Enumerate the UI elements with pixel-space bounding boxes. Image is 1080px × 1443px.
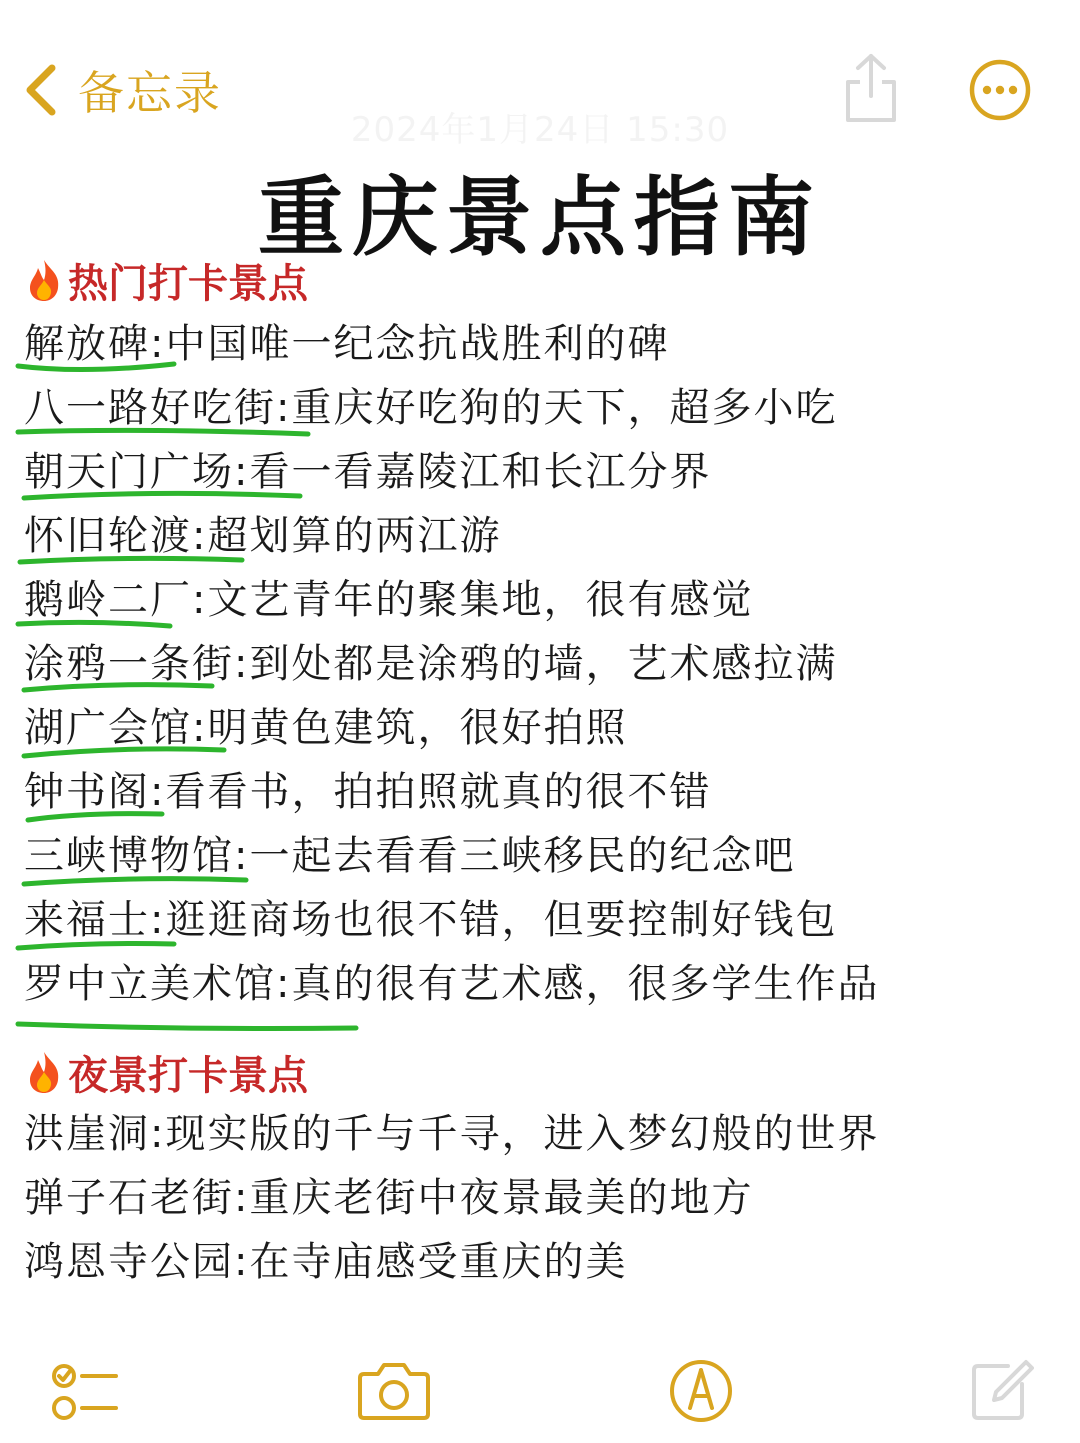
highlighter-underline xyxy=(24,420,324,444)
separator: : xyxy=(276,385,292,431)
place-description: 现实版的千与千寻，进入梦幻般的世界 xyxy=(165,1111,880,1157)
place-description: 在寺庙感受重庆的美 xyxy=(249,1239,628,1285)
separator: : xyxy=(150,897,166,943)
highlighter-underline xyxy=(24,804,174,828)
list-item xyxy=(24,1234,627,1290)
back-label: 备忘录 xyxy=(78,66,222,120)
place-name: 来福士 xyxy=(24,897,150,943)
place-description: 一起去看看三峡移民的纪念吧 xyxy=(249,833,796,879)
list-item xyxy=(24,1106,879,1162)
place-name: 洪崖洞 xyxy=(24,1111,150,1157)
fire-icon xyxy=(24,258,64,302)
fire-icon xyxy=(24,1050,64,1094)
camera-icon[interactable] xyxy=(356,1360,432,1422)
place-description: 明黄色建筑，很好拍照 xyxy=(207,705,628,751)
highlighter-underline xyxy=(24,612,184,636)
separator: : xyxy=(192,705,208,751)
highlighter-underline xyxy=(24,676,224,700)
list-item xyxy=(24,380,837,436)
section-heading-label: 热门打卡景点 xyxy=(68,260,308,307)
separator: : xyxy=(192,513,208,559)
highlighter-underline xyxy=(24,548,254,572)
highlighter-underline xyxy=(24,868,254,892)
highlighter-underline xyxy=(24,354,194,378)
list-item xyxy=(24,444,711,500)
place-name: 八一路好吃街 xyxy=(24,385,276,431)
list-item xyxy=(24,572,753,628)
section-heading-label: 夜景打卡景点 xyxy=(68,1052,308,1099)
place-name: 解放碑 xyxy=(24,321,150,367)
list-item xyxy=(24,636,837,692)
place-name: 三峡博物馆 xyxy=(24,833,234,879)
place-description: 看看书，拍拍照就真的很不错 xyxy=(165,769,712,815)
separator: : xyxy=(234,833,250,879)
list-item xyxy=(24,956,879,1012)
note-title: 重庆景点指南 xyxy=(258,168,822,268)
highlighter-underline xyxy=(24,740,234,764)
list-item xyxy=(24,764,711,820)
separator: : xyxy=(192,577,208,623)
note-timestamp: 2024年1月24日 15:30 xyxy=(350,110,730,150)
section-heading-night xyxy=(24,1046,308,1098)
place-description: 重庆老街中夜景最美的地方 xyxy=(249,1175,754,1221)
place-name: 鹅岭二厂 xyxy=(24,577,192,623)
place-name: 怀旧轮渡 xyxy=(24,513,192,559)
place-name: 鸿恩寺公园 xyxy=(24,1239,234,1285)
place-description: 到处都是涂鸦的墙，艺术感拉满 xyxy=(249,641,838,687)
separator: : xyxy=(234,641,250,687)
list-item xyxy=(24,700,627,756)
place-name: 朝天门广场 xyxy=(24,449,234,495)
place-name: 罗中立美术馆 xyxy=(24,961,276,1007)
place-name: 涂鸦一条街 xyxy=(24,641,234,687)
highlighter-underline xyxy=(24,934,184,958)
place-name: 湖广会馆 xyxy=(24,705,192,751)
separator: : xyxy=(234,1175,250,1221)
place-name: 弹子石老街 xyxy=(24,1175,234,1221)
list-item xyxy=(24,828,795,884)
place-description: 重庆好吃狗的天下，超多小吃 xyxy=(291,385,838,431)
separator: : xyxy=(150,1111,166,1157)
place-description: 看一看嘉陵江和长江分界 xyxy=(249,449,712,495)
separator: : xyxy=(234,1239,250,1285)
separator: : xyxy=(150,321,166,367)
markup-pen-icon[interactable] xyxy=(668,1358,734,1424)
separator: : xyxy=(150,769,166,815)
list-item xyxy=(24,1170,753,1226)
checklist-icon[interactable] xyxy=(50,1360,120,1424)
place-name: 钟书阁 xyxy=(24,769,150,815)
highlighter-underline xyxy=(24,1014,364,1038)
place-description: 真的很有艺术感，很多学生作品 xyxy=(291,961,880,1007)
section-heading-hot xyxy=(24,254,308,306)
separator: : xyxy=(234,449,250,495)
separator: : xyxy=(276,961,292,1007)
place-description: 超划算的两江游 xyxy=(207,513,502,559)
compose-icon[interactable] xyxy=(968,1358,1034,1422)
list-item xyxy=(24,316,669,372)
list-item xyxy=(24,892,837,948)
list-item xyxy=(24,508,501,564)
place-description: 中国唯一纪念抗战胜利的碑 xyxy=(165,321,670,367)
highlighter-underline xyxy=(24,484,314,508)
place-description: 逛逛商场也很不错，但要控制好钱包 xyxy=(165,897,838,943)
place-description: 文艺青年的聚集地，很有感觉 xyxy=(207,577,754,623)
